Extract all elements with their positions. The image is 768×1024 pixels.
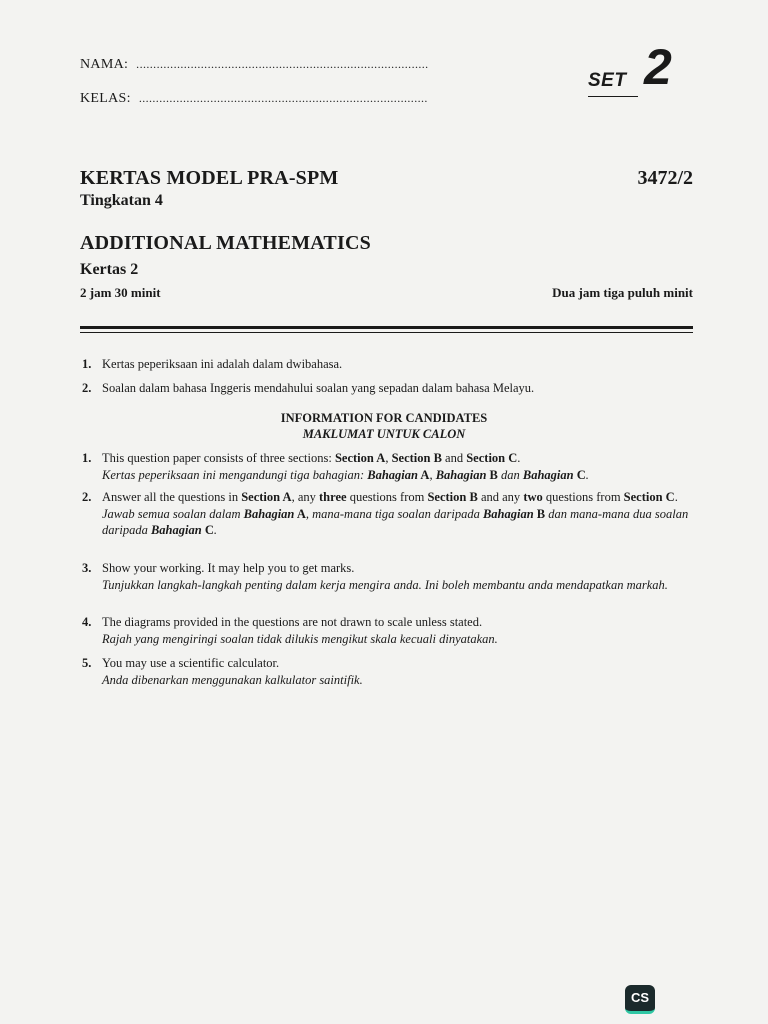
form-level: Tingkatan 4 bbox=[80, 192, 163, 209]
item-text-en: Show your working. It may help you to get marks. bbox=[102, 561, 355, 575]
kelas-dotted-line: ..................................................................................... bbox=[138, 91, 428, 105]
camscanner-logo: CS bbox=[625, 985, 655, 1014]
item-number: 2. bbox=[82, 490, 92, 504]
kelas-label: KELAS: bbox=[80, 91, 131, 106]
set-label: SET bbox=[588, 70, 627, 91]
preamble-number: 1. bbox=[82, 357, 92, 371]
item-text-my: Kertas peperiksaan ini mengandungi tiga bahagian: Bahagian A, Bahagian B dan Bahagian C. bbox=[102, 467, 589, 482]
preamble-text: Kertas peperiksaan ini adalah dalam dwibahasa. bbox=[102, 357, 343, 371]
duration-left: 2 jam 30 minit bbox=[80, 285, 161, 300]
info-heading: INFORMATION FOR CANDIDATES bbox=[280, 411, 488, 425]
set-underline bbox=[588, 96, 638, 97]
item-text-en: This question paper consists of three sections: Section A, Section B and Section C. bbox=[102, 451, 521, 465]
set-badge bbox=[588, 39, 698, 100]
item-text-en: You may use a scientific calculator. bbox=[102, 656, 280, 670]
paper-code: 3472/2 bbox=[637, 167, 693, 189]
paper-number: Kertas 2 bbox=[80, 261, 139, 278]
preamble-number: 2. bbox=[82, 381, 92, 395]
item-text-my: Jawab semua soalan dalam Bahagian A, mana-mana tiga soalan daripada Bahagian B dan mana-mana dua soalan daripada Bahagian C. bbox=[102, 506, 689, 537]
info-subheading: MAKLUMAT UNTUK CALON bbox=[302, 427, 466, 441]
divider-thick bbox=[80, 326, 693, 329]
set-number: 2 bbox=[644, 39, 672, 95]
item-number: 5. bbox=[82, 656, 92, 670]
item-number: 4. bbox=[82, 615, 92, 629]
item-number: 3. bbox=[82, 561, 92, 575]
nama-dotted-line: ...................................................................................... bbox=[136, 57, 429, 71]
item-text-my: Tunjukkan langkah-langkah penting dalam kerja mengira anda. Ini boleh membantu anda mendapatkan markah. bbox=[102, 577, 668, 592]
nama-field bbox=[80, 57, 429, 73]
exam-title: KERTAS MODEL PRA-SPM bbox=[80, 167, 339, 189]
duration-right: Dua jam tiga puluh minit bbox=[552, 285, 693, 300]
item-number: 1. bbox=[82, 451, 92, 465]
subject-title: ADDITIONAL MATHEMATICS bbox=[80, 232, 371, 254]
item-text-my: Rajah yang mengiringi soalan tidak dilukis mengikut skala kecuali dinyatakan. bbox=[102, 631, 498, 646]
item-text-en: Answer all the questions in Section A, any three questions from Section B and any two questions from Section C. bbox=[102, 490, 678, 504]
divider-thin bbox=[80, 332, 693, 333]
preamble-text: Soalan dalam bahasa Inggeris mendahului soalan yang sepadan dalam bahasa Melayu. bbox=[102, 381, 535, 395]
nama-label: NAMA: bbox=[80, 57, 129, 72]
kelas-field bbox=[80, 91, 428, 107]
item-text-en: The diagrams provided in the questions are not drawn to scale unless stated. bbox=[102, 615, 483, 629]
item-text-my: Anda dibenarkan menggunakan kalkulator saintifik. bbox=[102, 672, 363, 687]
